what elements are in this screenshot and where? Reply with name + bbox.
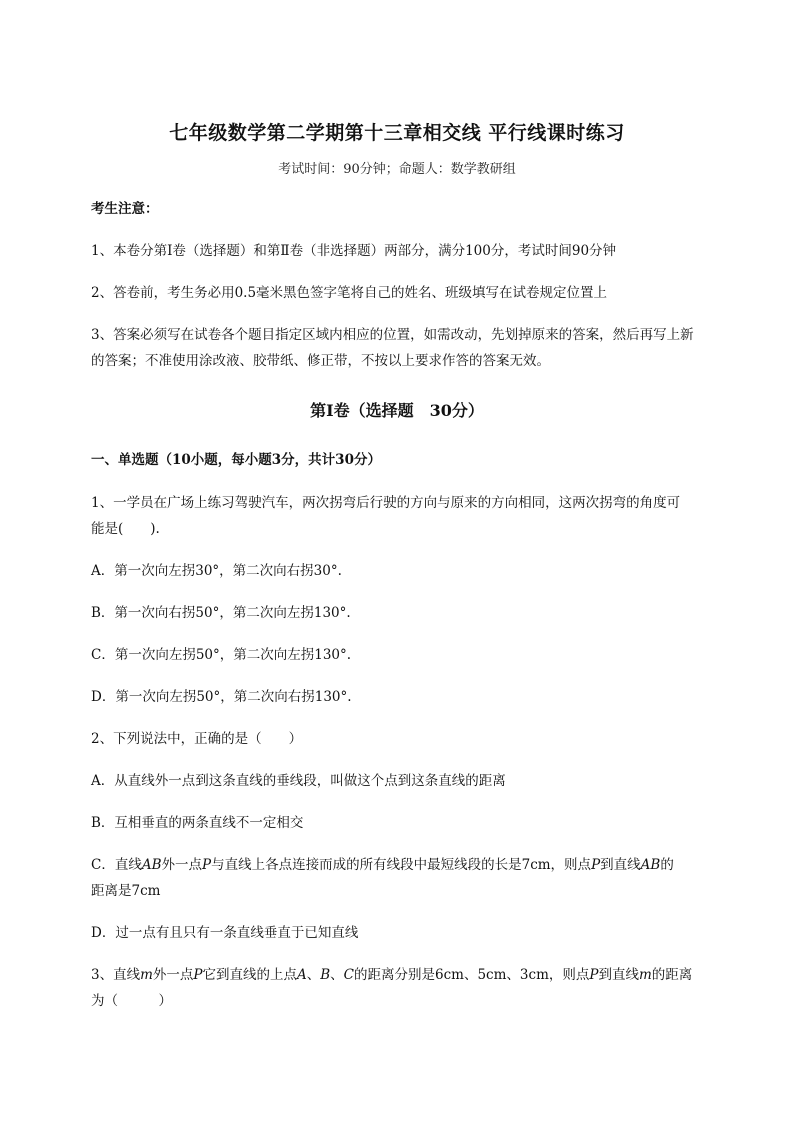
option-c-text: 到直线 bbox=[600, 857, 641, 873]
point-b-label: B bbox=[320, 967, 331, 983]
notice-item-3-cont: 的答案；不准使用涂改液、胶带纸、修正带，不按以上要求作答的答案无效。 bbox=[91, 353, 550, 369]
option-c-text: 外一点 bbox=[161, 857, 203, 873]
part1-title: 第I卷（选择题 30分） bbox=[310, 401, 484, 420]
q3-text: 3、直线 bbox=[91, 967, 141, 983]
point-p-label: P bbox=[193, 967, 203, 983]
question-2-option-d: D．过一点有且只有一条直线垂直于已知直线 bbox=[91, 925, 359, 941]
line-m-label: m bbox=[638, 967, 652, 983]
q3-text: 的距离 bbox=[651, 967, 693, 983]
point-p-label: P bbox=[202, 857, 212, 873]
question-3-stem bbox=[91, 962, 731, 988]
option-c-text: 的 bbox=[660, 857, 674, 873]
page-title: 七年级数学第二学期第十三章相交线 平行线课时练习 bbox=[169, 122, 625, 144]
question-2-stem: 2、下列说法中，正确的是（ ） bbox=[91, 731, 303, 747]
question-2-option-c-cont: 距离是7cm bbox=[91, 883, 161, 899]
question-1-stem-cont: 能是( ). bbox=[91, 521, 160, 537]
notice-item-1: 1、本卷分第I卷（选择题）和第Ⅱ卷（非选择题）两部分，满分100分，考试时间90分钟 bbox=[91, 243, 617, 259]
q3-text: 、 bbox=[306, 967, 321, 983]
line-m-label: m bbox=[140, 967, 153, 983]
notice-heading: 考生注意： bbox=[91, 201, 159, 217]
point-c-label: C bbox=[343, 967, 355, 983]
q3-text: 它到直线的上点 bbox=[202, 967, 297, 983]
line-ab-label: AB bbox=[141, 857, 162, 873]
point-a-label: A bbox=[297, 967, 307, 983]
notice-item-2: 2、答卷前，考生务必用0.5毫米黑色签字笔将自己的姓名、班级填写在试卷规定位置上 bbox=[91, 285, 608, 301]
question-1-option-c: C．第一次向左拐50°，第二次向左拐130°. bbox=[91, 647, 352, 663]
question-1-option-a: A．第一次向左拐30°，第二次向右拐30°. bbox=[91, 563, 342, 579]
question-3-stem-cont: 为（ ） bbox=[91, 993, 172, 1009]
notice-item-3: 3、答案必须写在试卷各个题目指定区域内相应的位置，如需改动，先划掉原来的答案，然后再写上新 bbox=[91, 327, 694, 343]
q3-text: 到直线 bbox=[598, 967, 639, 983]
point-p-label: P bbox=[591, 857, 601, 873]
question-2-option-b: B．互相垂直的两条直线不一定相交 bbox=[91, 815, 304, 831]
question-1-option-b: B．第一次向右拐50°，第二次向左拐130°. bbox=[91, 605, 351, 621]
option-c-text: 与直线上各点连接而成的所有线段中最短线段的长是7cm，则点 bbox=[211, 857, 592, 873]
q3-text: 的距离分别是6cm、5cm、3cm，则点 bbox=[354, 967, 590, 983]
question-2-option-c bbox=[91, 852, 731, 878]
point-p-label: P bbox=[589, 967, 599, 983]
line-ab-label: AB bbox=[640, 857, 661, 873]
q3-text: 、 bbox=[330, 967, 344, 983]
exam-info: 考试时间：90分钟；命题人：数学教研组 bbox=[278, 162, 516, 177]
option-c-text: C．直线 bbox=[91, 857, 142, 873]
question-1-stem: 1、一学员在广场上练习驾驶汽车，两次拐弯后行驶的方向与原来的方向相同，这两次拐弯的角度可 bbox=[91, 495, 681, 511]
question-1-option-d: D．第一次向左拐50°，第二次向右拐130°. bbox=[91, 689, 352, 705]
question-2-option-a: A．从直线外一点到这条直线的垂线段，叫做这个点到这条直线的距离 bbox=[91, 773, 506, 789]
q3-text: 外一点 bbox=[152, 967, 194, 983]
section-heading: 一、单选题（10小题，每小题3分，共计30分） bbox=[91, 452, 381, 468]
